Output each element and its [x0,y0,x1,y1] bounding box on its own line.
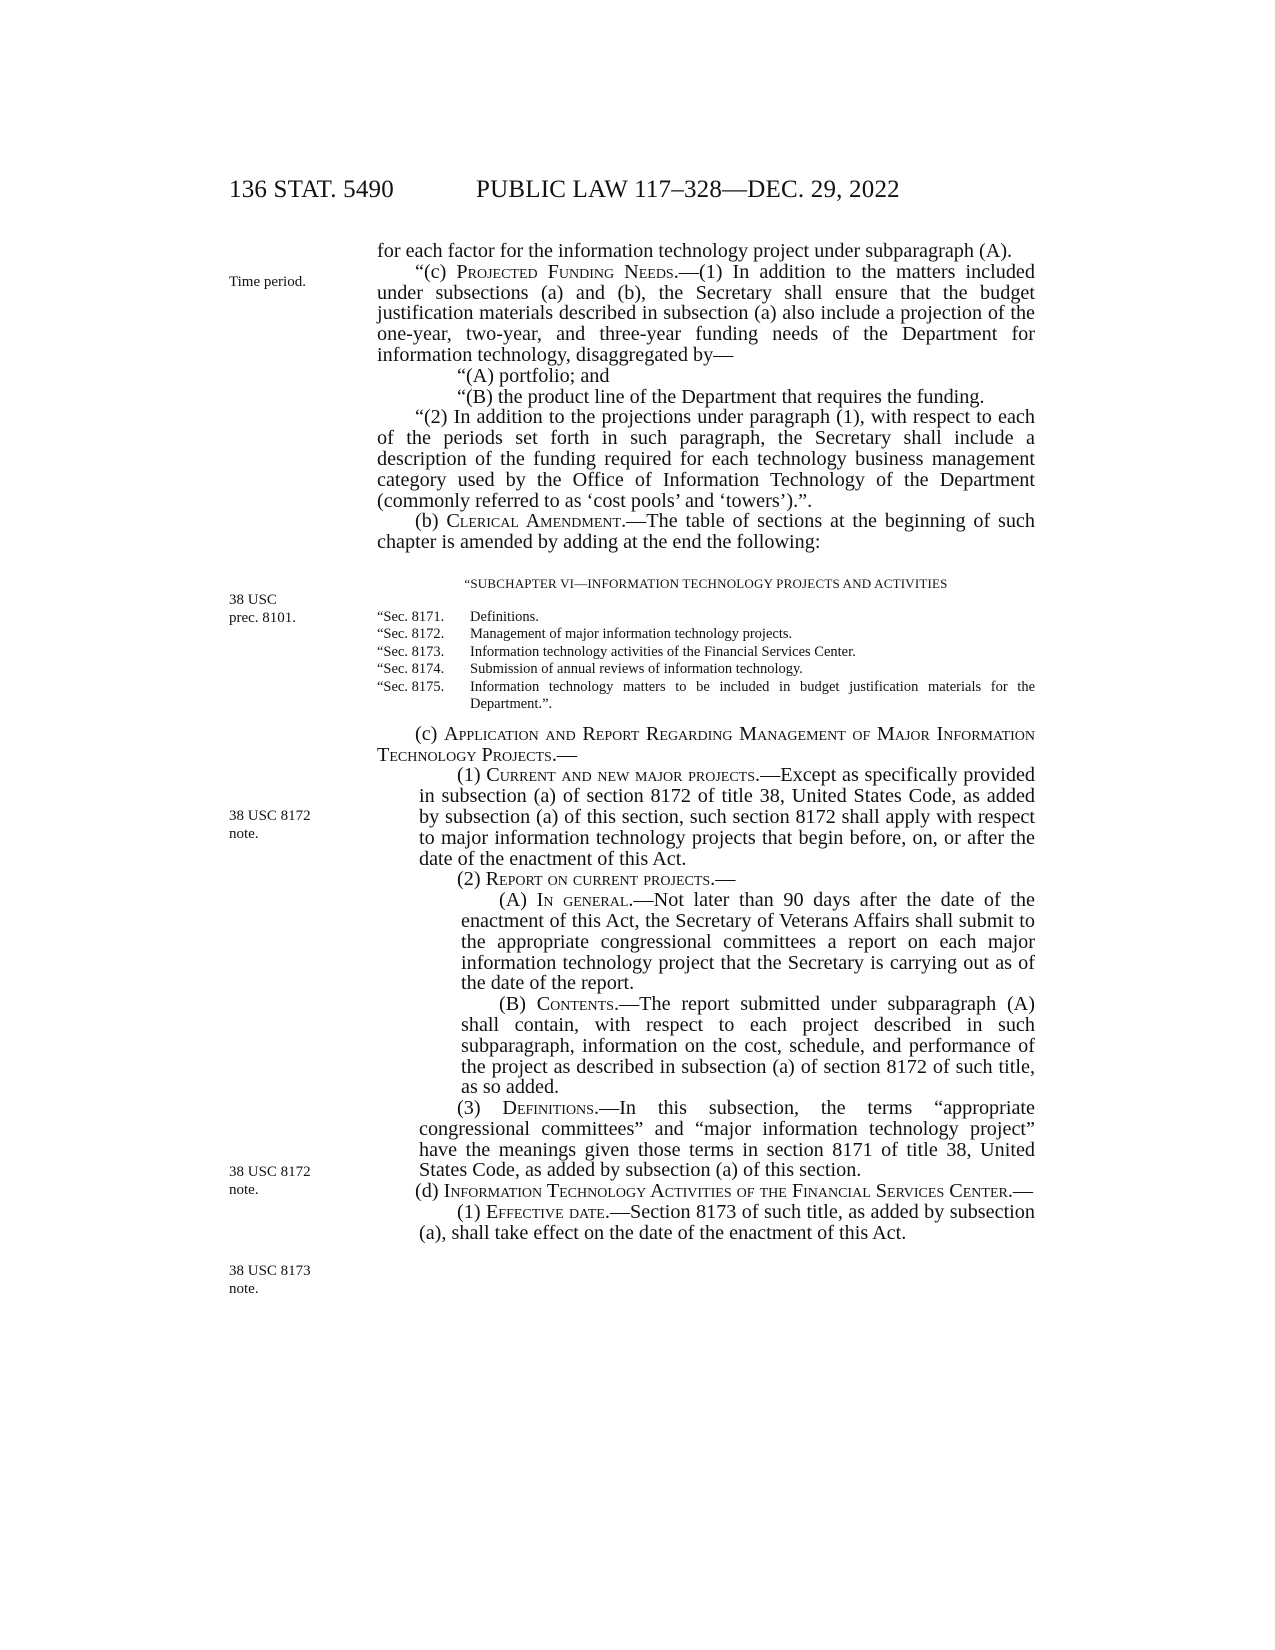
toc-section-title: Definitions. [470,608,539,625]
toc-section-number: “Sec. 8173. [377,643,445,660]
caption: Information Technology Activities of the Financial Services Center [443,1180,1008,1203]
margin-note-line: note. [229,826,259,842]
margin-note-8173 [229,1262,311,1298]
toc-row [377,644,1035,662]
lead: (3) [457,1097,503,1120]
lead: (b) [415,510,447,533]
toc-section-number: “Sec. 8172. [377,626,445,643]
margin-note-line: 38 USC [229,592,277,608]
paragraph-1-effective-date [377,1202,1035,1244]
paragraph-projected-funding-needs [377,262,1035,366]
lead: (d) [415,1180,444,1203]
item-b-product-line [377,387,1035,408]
margin-note-8172-b [229,1163,311,1199]
paragraph-2-funding: “(2) In addition to the projections under paragraph (1), with respect to each of the periods set forth in such paragraph, the Secretary shall include a description of the funding required for each technology business management category used by the Office of Information Technology of the Department (commonly referred to as ‘cost pools’ and ‘towers’).”. [377,406,1035,512]
subparagraph-a-in-general [377,890,1035,994]
paragraph-d-financial-services-center [377,1181,1035,1202]
toc-section-number: “Sec. 8171. [377,608,445,625]
text: .—The table of sections at the beginning of such chapter is amended by adding at the end the following: [377,510,1035,554]
lead: (A) [499,889,537,912]
caption: In general [536,889,629,912]
text: “(B) the product line of the Department that requires the funding. [457,385,985,408]
text: .— [551,743,578,766]
toc-row [377,626,1035,644]
statute-body [377,241,1035,1244]
toc-row [377,609,1035,627]
text: .—(1) In addition to the matters included under subsections (a) and (b), the Secretary shall ensure that the budget justification materials described in subsection (a) also include a projection of the one-year, two-year, and three-year funding needs of the Department for information technology, disaggregated by— [377,260,1035,366]
toc-section-title: Submission of annual reviews of information technology. [470,661,803,678]
toc-subchapter-title: “SUBCHAPTER VI—INFORMATION TECHNOLOGY PROJECTS AND ACTIVITIES [464,575,948,591]
text: .—Section 8173 of such title, as added by subsection (a), shall take effect on the date of the enactment of this Act. [419,1201,1035,1244]
lead: (B) [499,993,537,1016]
margin-note-line: 38 USC 8172 [229,808,311,824]
lead: (1) [457,764,487,787]
subparagraph-b-contents [377,994,1035,1098]
lead: “(c) [415,260,457,283]
toc-section-title: Management of major information technology projects. [470,626,793,643]
toc-row [377,661,1035,679]
text: .— [710,868,736,891]
lead: (2) [457,868,486,891]
margin-note-line: 38 USC 8172 [229,1164,311,1180]
caption: Current and new major projects [486,764,756,787]
text: .— [1007,1180,1034,1203]
margin-note-line: 38 USC 8173 [229,1263,311,1279]
paragraph-1-current-new [377,765,1035,869]
toc-section-title: Information technology activities of the Financial Services Center. [470,643,856,660]
table-of-sections [377,609,1035,714]
caption: Definitions [502,1097,594,1120]
toc-section-title: Information technology matters to be included in budget justification materials for the Department.”. [470,678,1035,713]
margin-note-8172-a [229,807,311,843]
paragraph-continuation: for each factor for the information technology project under subparagraph (A). [377,240,1013,262]
paragraph-3-definitions [377,1098,1035,1181]
paragraph-clerical-amendment [377,511,1035,553]
lead: (c) [415,722,445,745]
paragraph-2-report [377,869,1035,890]
text: .—The report submitted under subparagraph (A) shall contain, with respect to each project described in such subparagraph, information on the cost, schedule, and performance of the project as described in subsection (a) of section 8172 of such title, as so added. [461,993,1035,1099]
toc-row [377,679,1035,714]
caption: Report on current projects [485,868,711,891]
text: .—Except as specifically provided in subsection (a) of section 8172 of title 38, United States Code, as added by subsection (a) of this section, such section 8172 shall apply with respect to major information technology projects that begin before, on, or after the date of the enactment of this Act. [419,764,1035,870]
lead: (1) [457,1201,486,1224]
caption: Contents [536,993,614,1016]
paragraph-c-application-report [377,724,1035,766]
text: .—In this subsection, the terms “appropriate congressional committees” and “major information technology project” have the meanings given those terms in section 8171 of title 38, United States Code, as added by subsection (a) of this section. [419,1097,1035,1182]
caption: Projected Funding Needs [456,260,674,283]
caption: Effective date [485,1201,605,1224]
toc-section-number: “Sec. 8175. [377,678,445,695]
stat-page-number: 136 STAT. 5490 [229,176,394,203]
caption: Application and Report Regarding Management of Major Information Technology Projects [377,722,1036,766]
toc-section-number: “Sec. 8174. [377,661,445,678]
margin-note-line: note. [229,1281,259,1297]
margin-note-38usc-prec [229,591,296,627]
margin-note-line: note. [229,1182,259,1198]
item-a-portfolio: “(A) portfolio; and [457,364,610,387]
margin-note-time-period: Time period. [229,274,306,290]
running-head: PUBLIC LAW 117–328—DEC. 29, 2022 [476,176,900,203]
caption: Clerical Amendment [446,510,622,533]
margin-note-line: prec. 8101. [229,610,297,626]
text: .—Not later than 90 days after the date of the enactment of this Act, the Secretary of Veterans Affairs shall submit to the appropriate congressional committees a report on each major information technology project that the Secretary is carrying out as of the date of the report. [461,889,1035,995]
